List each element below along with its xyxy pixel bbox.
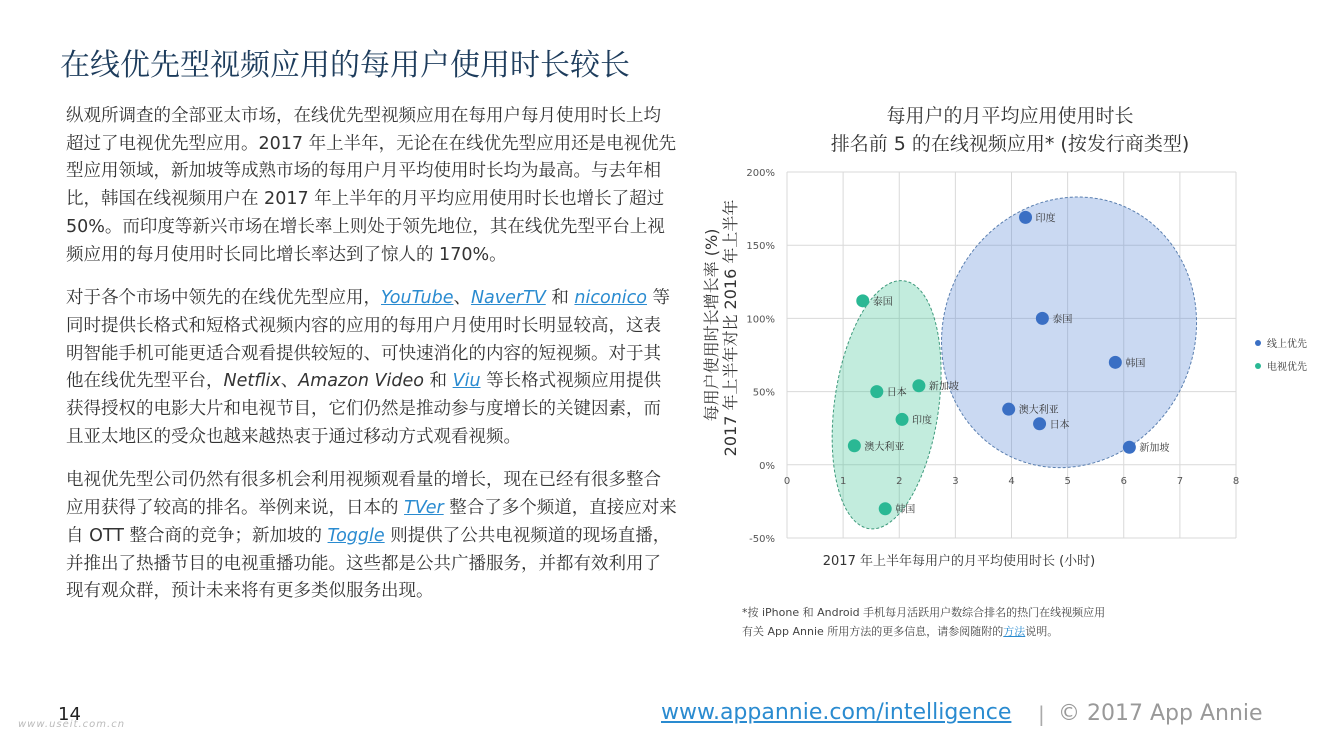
- footnote-line-2: [742, 622, 1105, 641]
- page-title: 在线优先型视频应用的每用户使用时长较长: [60, 48, 630, 83]
- y-tick-label: -50%: [749, 534, 775, 545]
- x-tick-label: 7: [1176, 475, 1184, 487]
- chart-title-line-2: 排名前 5 的在线视频应用* (按发行商类型): [830, 133, 1190, 155]
- watermark-url: www.useit.com.cn: [18, 719, 126, 730]
- paragraph-3: [66, 467, 678, 606]
- y-tick-label: 0%: [759, 460, 775, 472]
- cluster-ellipse-2: [818, 274, 959, 536]
- x-tick-label: 5: [1064, 475, 1071, 487]
- navertv-link[interactable]: NaverTV: [470, 288, 546, 309]
- data-point-label: 印度: [1035, 213, 1056, 225]
- footer-separator: |: [1038, 702, 1045, 726]
- data-point-label: 泰国: [872, 296, 893, 308]
- data-point-label: 泰国: [1052, 314, 1073, 326]
- data-point: [870, 385, 883, 398]
- data-point: [879, 502, 892, 515]
- data-point-label: 新加坡: [928, 381, 959, 393]
- data-point-label: 印度: [912, 415, 933, 427]
- y-tick-label: 100%: [746, 314, 775, 326]
- data-point: [1036, 312, 1049, 325]
- legend-entry: 电视优先: [1267, 362, 1307, 373]
- cluster-ellipse-1: [897, 160, 1240, 510]
- data-point-label: 新加坡: [1139, 443, 1170, 455]
- footnote: [742, 603, 1105, 641]
- x-tick-label: 2: [896, 475, 903, 487]
- x-tick-label: 0: [783, 475, 791, 487]
- y-tick-label: 50%: [752, 387, 775, 399]
- y-tick-label: 200%: [746, 168, 775, 179]
- y-tick-label: 150%: [746, 241, 775, 253]
- text-run: 和: [545, 288, 575, 309]
- data-point-label: 韩国: [895, 504, 916, 516]
- chart-title-line-1: 每用户的月平均应用使用时长: [886, 105, 1134, 127]
- y-axis-label-line-1: 每用户使用时长增长率 (%): [702, 228, 721, 422]
- text-run: 等长格式视频应用提供获得授权的电影大片和电视节目，它们仍然是推动参与度增长的关键因素，而且亚太地区的受众也越来越热衷于通过移动方式观看视频。: [66, 371, 662, 447]
- chart-legend: [1255, 337, 1307, 373]
- scatter-chart: [700, 160, 1310, 580]
- x-tick-label: 3: [952, 475, 959, 487]
- data-point: [896, 413, 909, 426]
- x-tick-label: 6: [1120, 475, 1127, 487]
- data-point: [1033, 417, 1046, 430]
- data-point-label: 韩国: [1125, 358, 1146, 370]
- viu-link[interactable]: Viu: [452, 371, 481, 392]
- paragraph-1: 纵观所调查的全部亚太市场，在线优先型视频应用在每用户每月使用时长上均超过了电视优先型应用。2017 年上半年，无论在在线优先型应用还是电视优先型应用领域，新加坡等成熟市场的每用户月平均使用时长均为最高。与去年相比，韩国在线视频用户在 2017 年上半年的月平均应用使用时长也增长了超过 50%。而印度等新兴市场在增长率上则处于领先地位，其在线优先型平台上视频应用的每月使用时长同比增长率达到了惊人的 170%。: [66, 106, 677, 265]
- data-point: [1002, 403, 1015, 416]
- text-run: 整合了多个频道，直接应对来自 OTT 整合商的竞争；新加坡的: [66, 498, 677, 546]
- data-point-label: 澳大利亚: [864, 441, 905, 453]
- data-point: [856, 294, 869, 307]
- legend-marker: [1255, 363, 1261, 369]
- text-run: 、: [453, 288, 471, 309]
- copyright: © 2017 App Annie: [1058, 701, 1263, 726]
- toggle-link[interactable]: Toggle: [327, 525, 385, 546]
- data-point: [912, 379, 925, 392]
- y-axis-label-line-2: 2017 年上半年对比 2016 年上半年: [721, 199, 740, 457]
- data-point-label: 日本: [1049, 419, 1070, 431]
- amazon-video-text: Amazon Video: [298, 371, 424, 392]
- text-run: 、: [280, 371, 299, 392]
- legend-entry: 线上优先: [1267, 339, 1307, 350]
- page-number: 14: [58, 704, 81, 725]
- legend-marker: [1255, 340, 1261, 346]
- x-axis-label: 2017 年上半年每用户的月平均使用时长 (小时): [822, 554, 1096, 569]
- text-run: 电视优先型公司仍然有很多机会利用视频观看量的增长，现在已经有很多整合应用获得了较高的排名。举例来说，日本的: [66, 470, 661, 519]
- data-point: [1019, 211, 1032, 224]
- text-run: 说明。: [1025, 625, 1059, 638]
- footer-link[interactable]: www.appannie.com/intelligence: [661, 700, 1012, 725]
- text-run: 对于各个市场中领先的在线优先型应用，: [66, 288, 381, 309]
- text-run: 则提供了公共电视频道的现场直播，并推出了热播节目的电视重播功能。这些都是公共广播服务，并都有效利用了现有观众群，预计未来将有更多类似服务出现。: [66, 525, 671, 602]
- text-run: 和: [423, 371, 453, 392]
- text-run: 有关 App Annie 所用方法的更多信息，请参阅随附的: [742, 625, 1004, 638]
- data-point: [848, 439, 861, 452]
- x-tick-label: 4: [1008, 475, 1015, 487]
- body-text: [66, 103, 678, 622]
- netflix-text: Netflix: [223, 371, 281, 392]
- niconico-link[interactable]: niconico: [574, 288, 647, 309]
- text-run: 等同时提供长格式和短格式视频内容的应用的每用户月使用时长明显较高，这表明智能手机可能更适合观看提供较短的、可快速消化的内容的短视频。对于其他在线优先型平台，: [66, 288, 671, 392]
- data-point: [1123, 441, 1136, 454]
- tver-link[interactable]: TVer: [404, 498, 444, 519]
- chart-title: [770, 102, 1250, 158]
- youtube-link[interactable]: YouTube: [381, 288, 454, 309]
- x-tick-label: 1: [839, 475, 847, 487]
- data-point-label: 日本: [886, 387, 907, 399]
- paragraph-2: [66, 285, 678, 451]
- data-point: [1109, 356, 1122, 369]
- data-point-label: 澳大利亚: [1018, 405, 1059, 417]
- footnote-line-1: *按 iPhone 和 Android 手机每月活跃用户数综合排名的热门在线视频应用: [742, 606, 1106, 619]
- x-tick-label: 8: [1232, 475, 1240, 487]
- methodology-link[interactable]: 方法: [1003, 625, 1026, 638]
